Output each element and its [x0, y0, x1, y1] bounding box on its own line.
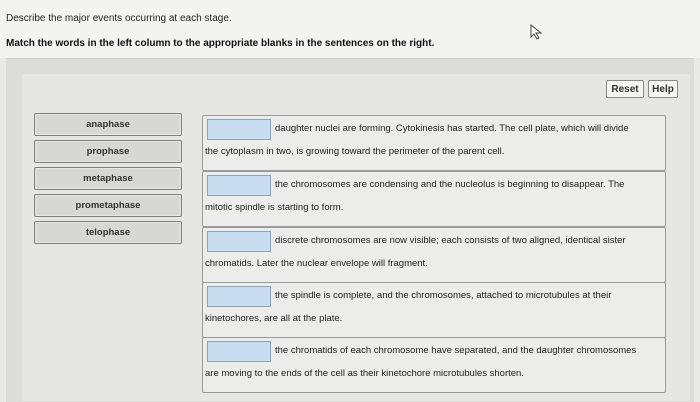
- drop-blank[interactable]: [207, 175, 271, 196]
- sentence-card: [202, 115, 666, 171]
- reset-button[interactable]: Reset: [606, 80, 644, 98]
- word-tile-telophase[interactable]: telophase: [34, 221, 182, 244]
- sentence-text: chromatids. Later the nuclear envelope will fragment.: [205, 258, 428, 269]
- sentence-card: [202, 171, 666, 227]
- sentence-text: kinetochores, are all at the plate.: [205, 313, 343, 324]
- sentence-text: are moving to the ends of the cell as their kinetochore microtubules shorten.: [205, 368, 524, 379]
- drop-blank[interactable]: [207, 286, 271, 307]
- mouse-pointer-icon: [530, 24, 544, 40]
- sentence-text: mitotic spindle is starting to form.: [205, 202, 344, 213]
- drop-blank[interactable]: [207, 341, 271, 362]
- sentence-text: the chromosomes are condensing and the nucleolus is beginning to disappear. The: [275, 179, 625, 190]
- sentence-text: discrete chromosomes are now visible; each consists of two aligned, identical sister: [275, 235, 626, 246]
- drop-blank[interactable]: [207, 119, 271, 140]
- sentence-card: [202, 282, 666, 338]
- sentence-text: daughter nuclei are forming. Cytokinesis has started. The cell plate, which will divide: [275, 123, 629, 134]
- sentence-card: [202, 337, 666, 393]
- header-bar: [0, 0, 700, 58]
- word-tile-prometaphase[interactable]: prometaphase: [34, 194, 182, 217]
- sentence-card: [202, 227, 666, 283]
- sentence-text: the cytoplasm in two, is growing toward the perimeter of the parent cell.: [205, 146, 505, 157]
- word-tile-anaphase[interactable]: anaphase: [34, 113, 182, 136]
- word-tile-metaphase[interactable]: metaphase: [34, 167, 182, 190]
- sentence-text: the chromatids of each chromosome have separated, and the daughter chromosomes: [275, 345, 637, 356]
- instruction-heading: Match the words in the left column to the appropriate blanks in the sentences on the right.: [6, 38, 435, 49]
- drop-blank[interactable]: [207, 231, 271, 252]
- instruction-text: Describe the major events occurring at each stage.: [6, 13, 232, 24]
- help-button[interactable]: Help: [648, 80, 678, 98]
- sentence-text: the spindle is complete, and the chromosomes, attached to microtubules at their: [275, 290, 612, 301]
- word-tile-prophase[interactable]: prophase: [34, 140, 182, 163]
